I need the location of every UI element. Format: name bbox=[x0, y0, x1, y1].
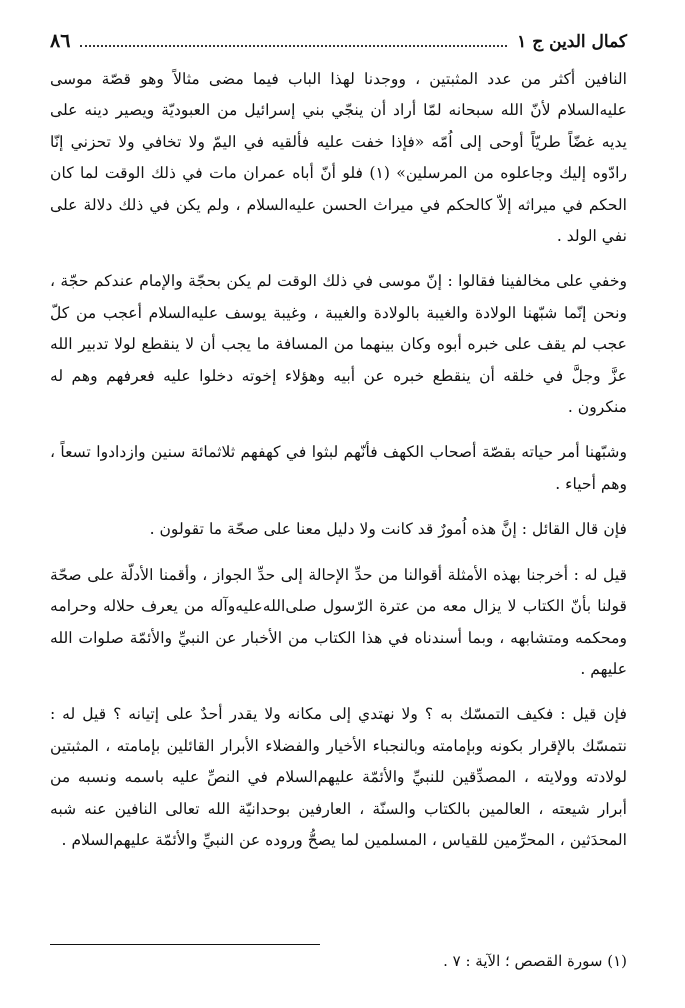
paragraph: قيل له : أخرجنا بهذه الأمثلة أقوالنا من حدِّ الإحالة إلى حدِّ الجواز ، وأقمنا الأدلّة على صحّة قولنا بأنّ الكتاب لا يزال معه من عترة الرّسول صلى‌الله‌عليه‌وآله من يعرف حلاله وحرامه ومحكمه ومتشابهه ، وبما أسندناه في هذا الكتاب من الأخبار عن النبيِّ والأئمّة صلوات الله عليهم . bbox=[50, 565, 627, 678]
footnote-divider bbox=[50, 944, 320, 945]
page-number: ٨٦ bbox=[50, 30, 71, 52]
paragraph: وخفي على مخالفينا فقالوا : إنّ موسى في ذلك الوقت لم يكن بحجّة والإمام عندكم حجّة ، ونحن إنّما شبّهنا الولادة والغيبة بالولادة والغيبة ، وغيبة يوسف عليه‌السلام أعجب من كلّ عجب لم يقف على خبره أبوه وكان بينهما من المسافة ما يجب أن لا ينقطع لولا تدبير الله عزَّ وجلَّ في خلقه أن ينقطع خبره عن أبيه وهؤلاء إخوته دخلوا عليه فعرفهم وهم له منكرون . bbox=[50, 272, 627, 417]
page-body bbox=[50, 64, 627, 856]
paragraph: وشبّهنا أمر حياته بقصّة أصحاب الكهف فأنّهم لبثوا في كهفهم ثلاثمائة سنين وازدادوا تسعاً ، وهم أحياء . bbox=[50, 443, 627, 493]
footnote: (١) سورة القصص ؛ الآية : ٧ . bbox=[443, 952, 627, 970]
header-dotted-leader bbox=[80, 33, 507, 47]
page-header bbox=[50, 30, 627, 64]
paragraph: فإن قال القائل : إنَّ هذه اُمورٌ قد كانت ولا دليل معنا على صحّة ما تقولون . bbox=[149, 520, 627, 539]
book-title: كمال الدين ج ١ bbox=[517, 32, 627, 52]
paragraph: فإن قيل : فكيف التمسّك به ؟ ولا نهتدي إلى مكانه ولا يقدر أحدٌ على إتيانه ؟ قيل له : نتمسّك بالإقرار بكونه وبإمامته وبالنجباء الأخيار والفضلاء الأبرار القائلين بإمامته ، المثبتين لولادته وولايته ، المصدِّقين للنبيِّ والأئمّة عليهم‌السلام في النصِّ عليه باسمه ونسبه من أبرار شيعته ، العالمين بالكتاب والسنّة ، العارفين بوحدانيّة الله تعالى النافين عنه شبه المحدَثين ، المحرِّمين للقياس ، المسلمين لما يصحُّ وروده عن النبيِّ والأئمّة عليهم‌السلام . bbox=[50, 705, 628, 849]
paragraph: النافين أكثر من عدد المثبتين ، ووجدنا لهذا الباب فيما مضى مثالاً وهو قصّة موسى عليه‌السلام لأنّ الله سبحانه لمّا أراد أن ينجّي بني إسرائيل من العبوديّة ويصير دينه على يديه غضّاً طريّاً أوحى إلى اُمّه «فإذا خفت عليه فألقيه في اليمّ ولا تخافي ولا تحزني إنّا رادّوه إليك وجاعلوه من المرسلين» (١) فلو أنّ أباه عمران مات في ذلك الوقت لما كان الحكم في ميراثه إلاّ كالحكم في ميراث الحسن عليه‌السلام ، ولم يكن في ذلك دلالة على نفي الولد . bbox=[50, 70, 627, 246]
